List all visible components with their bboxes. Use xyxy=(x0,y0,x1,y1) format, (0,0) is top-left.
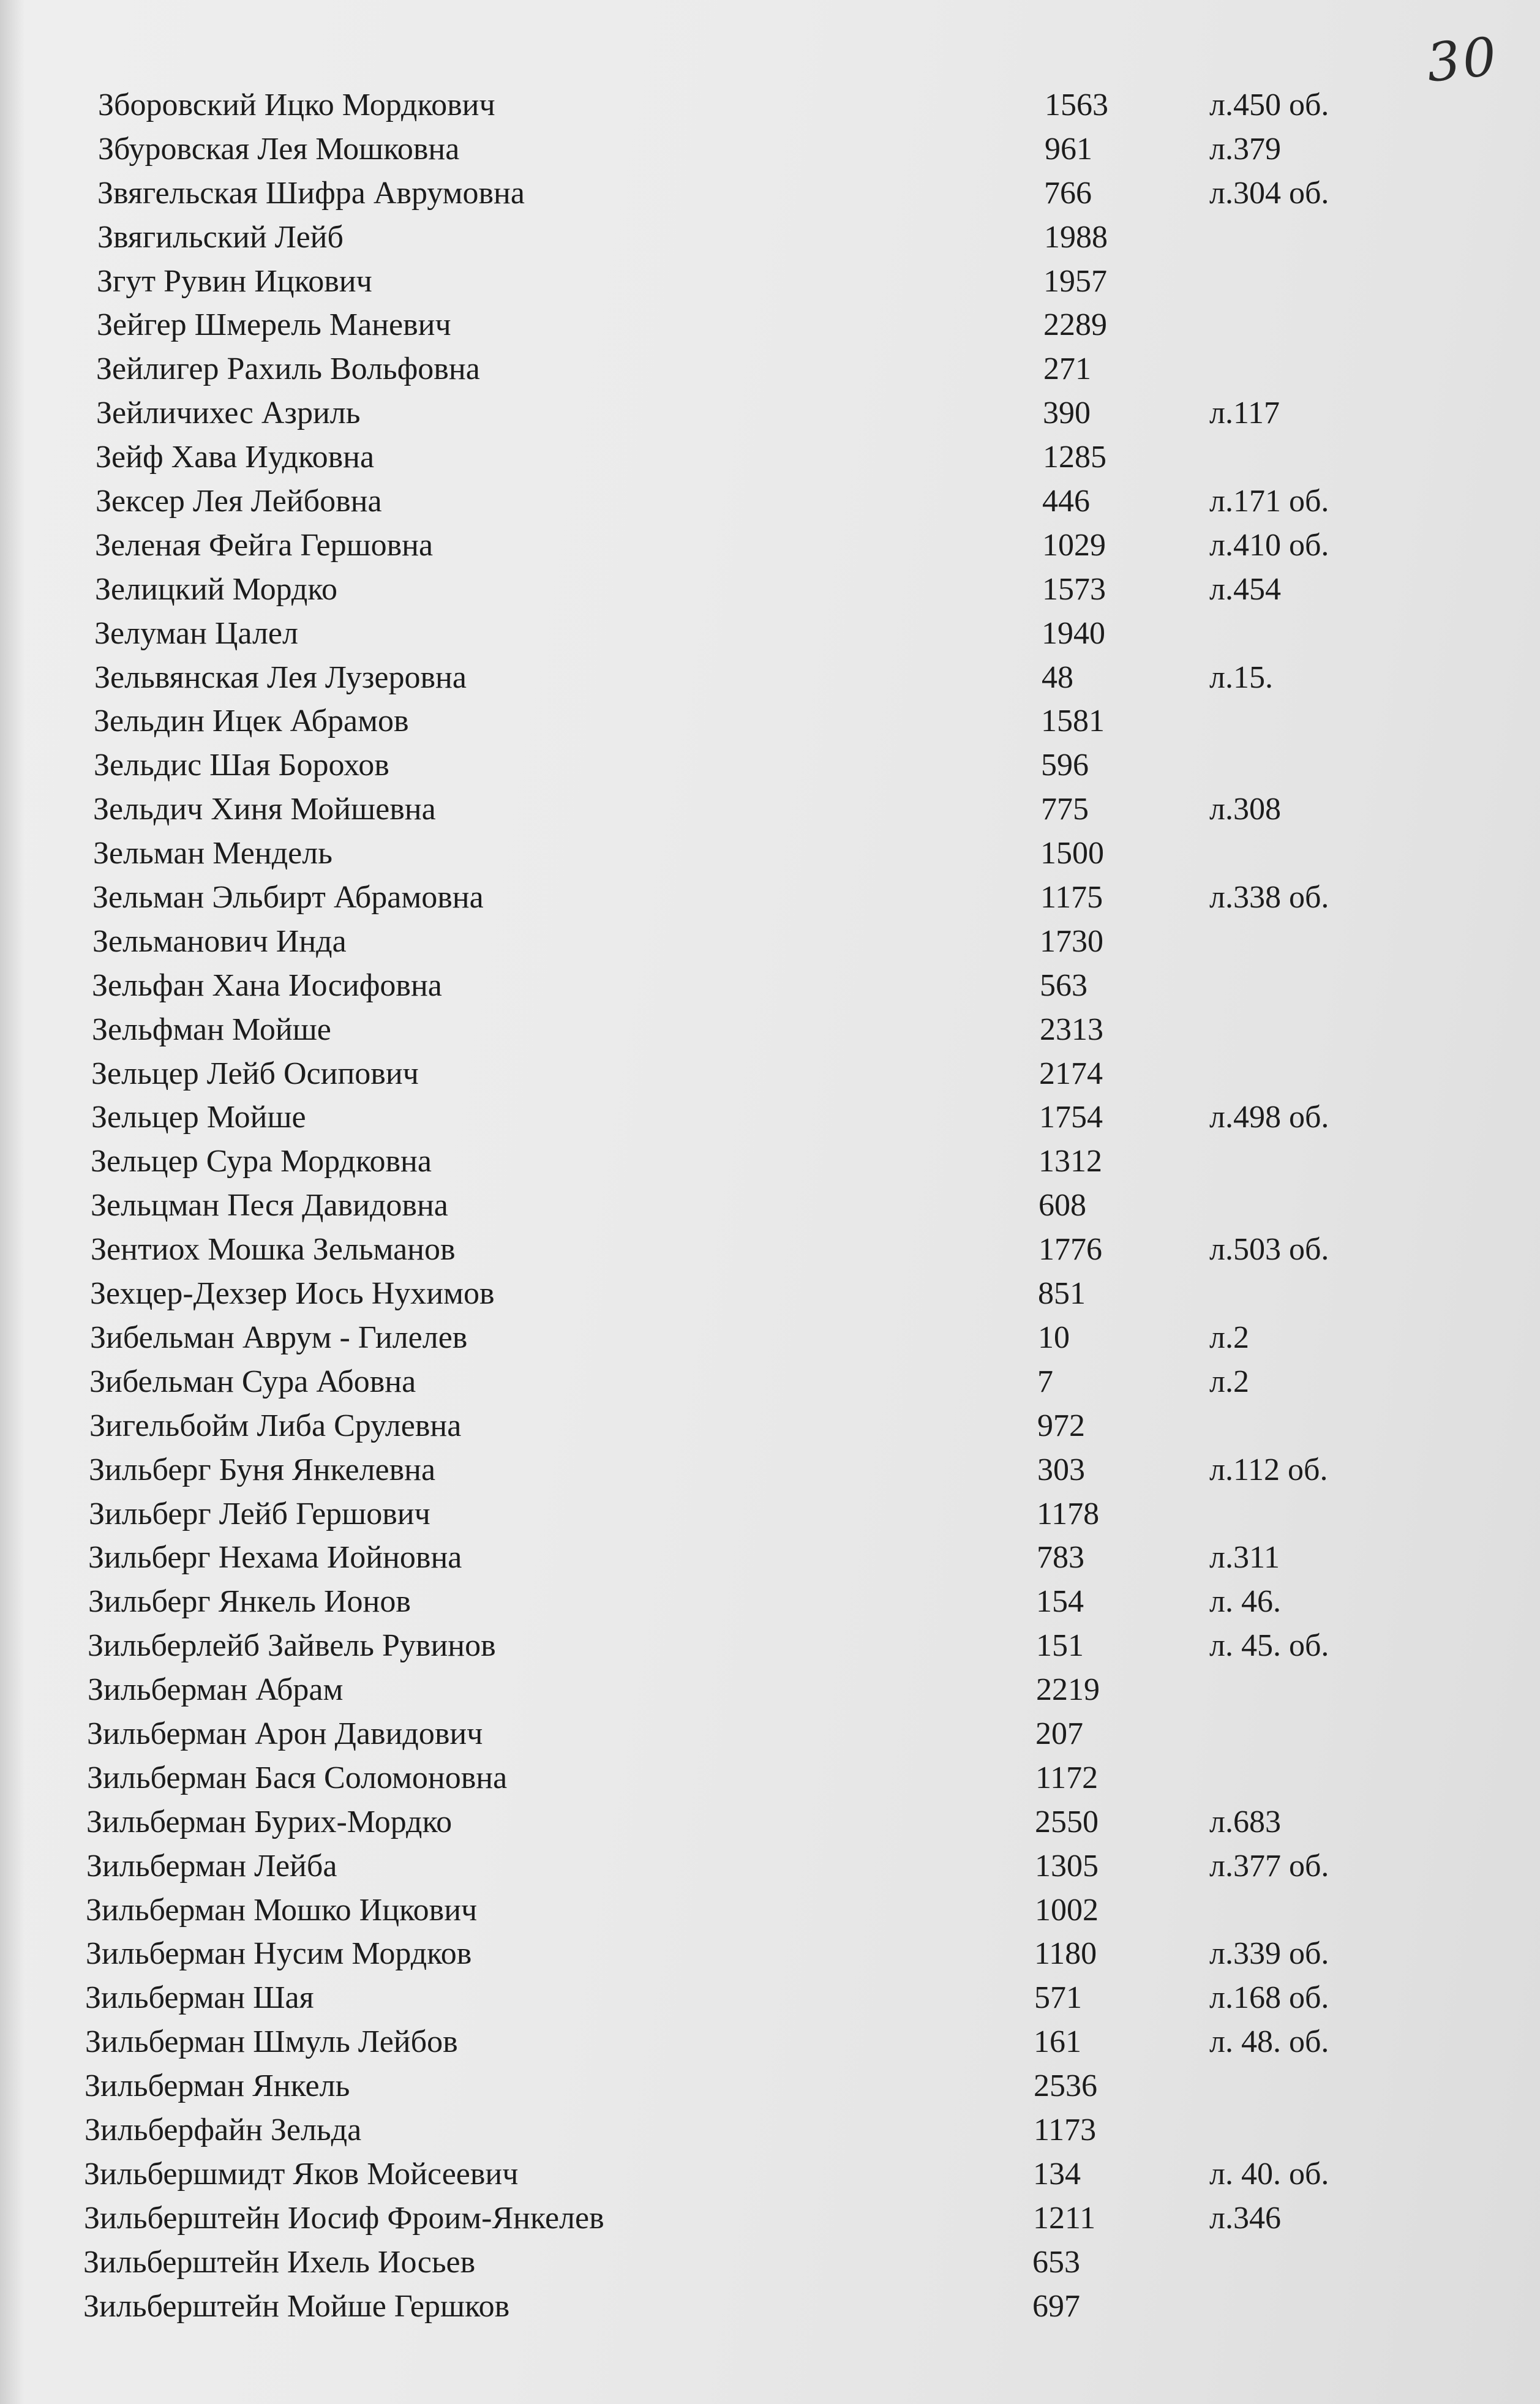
entry-number: 2313 xyxy=(1040,1012,1103,1047)
list-item xyxy=(0,612,1540,656)
list-item xyxy=(0,1888,1540,1933)
entry-sheet: л.503 об. xyxy=(1209,1232,1329,1268)
entry-name: Зельцер Лейб Осипович xyxy=(91,1056,419,1091)
entry-number: 2219 xyxy=(1036,1672,1100,1708)
entry-name: Зелицкий Мордко xyxy=(95,571,337,607)
list-item xyxy=(0,1976,1540,2020)
entry-name: Зельдин Ицек Абрамов xyxy=(94,704,409,739)
entry-sheet: л.308 xyxy=(1209,792,1281,827)
entry-number: 2174 xyxy=(1039,1056,1103,1091)
entry-sheet: л. 46. xyxy=(1209,1584,1281,1620)
list-item xyxy=(0,1668,1540,1712)
entry-number: 766 xyxy=(1044,175,1092,211)
entry-name: Згут Рувин Ицкович xyxy=(97,263,372,299)
list-item xyxy=(0,2285,1540,2329)
list-item xyxy=(0,1448,1540,1492)
entry-number: 1180 xyxy=(1034,1936,1097,1972)
list-item xyxy=(0,2241,1540,2285)
entry-name: Зильберман Бася Соломоновна xyxy=(87,1760,508,1795)
entry-name: Зильберфайн Зельда xyxy=(85,2112,362,2147)
list-item xyxy=(0,347,1540,391)
entry-sheet: л.168 об. xyxy=(1209,1980,1329,2016)
entry-name: Зильберман Лейба xyxy=(86,1848,337,1884)
entry-number: 1940 xyxy=(1042,615,1105,651)
entry-name: Зельман Мендель xyxy=(93,836,332,871)
list-item xyxy=(0,1756,1540,1800)
entry-number: 1173 xyxy=(1034,2112,1097,2147)
entry-number: 7 xyxy=(1037,1364,1053,1399)
list-item xyxy=(0,1536,1540,1580)
entry-name: Звягильский Лейб xyxy=(97,219,344,255)
entry-name: Зигельбойм Либа Срулевна xyxy=(89,1408,462,1443)
entry-name: Зехцер-Дехзер Иось Нухимов xyxy=(90,1276,495,1312)
entry-sheet: л.112 об. xyxy=(1209,1452,1328,1487)
list-item xyxy=(0,787,1540,832)
entry-sheet: л.377 об. xyxy=(1209,1848,1329,1884)
list-item xyxy=(0,743,1540,787)
list-item xyxy=(0,1008,1540,1052)
entry-name: Зельвянская Лея Лузеровна xyxy=(94,659,467,695)
entry-number: 1957 xyxy=(1043,263,1107,299)
entry-number: 1776 xyxy=(1039,1232,1102,1268)
entry-number: 1285 xyxy=(1043,440,1106,475)
list-item xyxy=(0,2020,1540,2064)
entry-name: Зильберлейб Зайвель Рувинов xyxy=(88,1628,496,1664)
entry-name: Зибельман Сура Абовна xyxy=(89,1364,416,1399)
entry-name: Звягельская Шифра Аврумовна xyxy=(97,175,525,211)
list-item xyxy=(0,2152,1540,2196)
list-item xyxy=(0,391,1540,435)
entry-sheet: л.171 об. xyxy=(1209,484,1329,519)
list-item xyxy=(0,524,1540,568)
entry-name: Зельдич Хиня Мойшевна xyxy=(93,792,436,827)
entry-number: 2289 xyxy=(1043,307,1107,343)
entry-number: 134 xyxy=(1033,2156,1081,2192)
entry-name: Зильберг Буня Янкелевна xyxy=(89,1452,436,1487)
list-item xyxy=(0,1228,1540,1272)
entry-number: 271 xyxy=(1043,351,1091,387)
entry-name: Зильберман Нусим Мордков xyxy=(86,1936,472,1972)
entry-sheet: л.450 об. xyxy=(1209,88,1329,122)
entry-name: Зильберштейн Ихель Иосьев xyxy=(83,2244,476,2280)
list-item xyxy=(0,1712,1540,1756)
page-number: 30 xyxy=(1424,26,1502,94)
entry-number: 48 xyxy=(1042,659,1073,695)
entry-number: 10 xyxy=(1038,1320,1070,1355)
entry-sheet: л.346 xyxy=(1209,2200,1281,2236)
list-item xyxy=(0,171,1540,216)
list-item xyxy=(0,303,1540,347)
entry-name: Зельдис Шая Борохов xyxy=(94,748,389,783)
entry-number: 1029 xyxy=(1042,527,1106,563)
entry-number: 1002 xyxy=(1035,1892,1099,1928)
entry-number: 1730 xyxy=(1040,923,1103,959)
list-item xyxy=(0,1052,1540,1096)
entry-sheet: л. 40. об. xyxy=(1209,2156,1329,2192)
list-item xyxy=(0,1404,1540,1448)
list-item xyxy=(0,2108,1540,2152)
entry-number: 1573 xyxy=(1042,571,1106,607)
entry-number: 2536 xyxy=(1034,2068,1097,2104)
list-item xyxy=(0,699,1540,743)
entry-name: Зельцман Песя Давидовна xyxy=(91,1188,448,1223)
list-item xyxy=(0,1272,1540,1316)
entry-number: 151 xyxy=(1036,1628,1084,1664)
list-item xyxy=(0,1316,1540,1360)
entry-name: Зеленая Фейга Гершовна xyxy=(95,527,434,563)
entry-name: Зейличихес Азриль xyxy=(96,396,361,431)
list-item xyxy=(0,876,1540,920)
list-item xyxy=(0,1580,1540,1624)
entry-name: Зельман Эльбирт Абрамовна xyxy=(92,880,484,915)
entry-number: 446 xyxy=(1042,484,1090,519)
entry-sheet: л.379 xyxy=(1209,131,1281,167)
entry-name: Зентиох Мошка Зельманов xyxy=(91,1232,456,1268)
list-item xyxy=(0,435,1540,479)
entry-number: 1211 xyxy=(1033,2200,1096,2236)
list-item xyxy=(0,83,1540,127)
entry-name: Зибельман Аврум - Гилелев xyxy=(90,1320,468,1355)
entry-sheet: л. 45. об. xyxy=(1209,1628,1329,1664)
entry-number: 596 xyxy=(1041,748,1089,783)
list-item xyxy=(0,1932,1540,1976)
entry-sheet: л.498 об. xyxy=(1209,1100,1329,1135)
entry-number: 653 xyxy=(1032,2244,1080,2280)
entry-number: 608 xyxy=(1039,1188,1086,1223)
entry-number: 1178 xyxy=(1037,1496,1100,1531)
entry-name: Зильберман Шая xyxy=(85,1980,314,2016)
entry-sheet: л.454 xyxy=(1209,571,1281,607)
entry-number: 154 xyxy=(1036,1584,1084,1620)
list-item xyxy=(0,479,1540,524)
entry-name: Зексер Лея Лейбовна xyxy=(96,484,382,519)
entry-number: 207 xyxy=(1035,1716,1083,1751)
entry-name: Зелуман Цалел xyxy=(94,615,298,651)
entry-number: 1305 xyxy=(1035,1848,1099,1884)
entry-number: 1988 xyxy=(1044,219,1108,255)
entry-name: Зильберман Абрам xyxy=(88,1672,344,1708)
entry-name: Зильберг Нехама Иойновна xyxy=(88,1540,462,1576)
index-list xyxy=(0,83,1540,2328)
entry-number: 1172 xyxy=(1035,1760,1099,1795)
list-item xyxy=(0,920,1540,964)
list-item xyxy=(0,1844,1540,1888)
entry-name: Збуровская Лея Мошковна xyxy=(98,131,460,167)
entry-number: 2550 xyxy=(1035,1804,1099,1839)
list-item xyxy=(0,1624,1540,1668)
entry-name: Зильберман Арон Давидович xyxy=(87,1716,483,1751)
entry-name: Зильберштейн Иосиф Фроим-Янкелев xyxy=(84,2200,604,2236)
entry-number: 961 xyxy=(1045,131,1092,167)
entry-name: Зейлигер Рахиль Вольфовна xyxy=(96,351,480,387)
entry-number: 303 xyxy=(1037,1452,1085,1487)
entry-number: 775 xyxy=(1041,792,1089,827)
entry-name: Зильберман Шмуль Лейбов xyxy=(85,2024,458,2060)
list-item xyxy=(0,2064,1540,2108)
entry-number: 390 xyxy=(1043,396,1091,431)
entry-number: 1312 xyxy=(1039,1144,1102,1179)
entry-sheet: л.339 об. xyxy=(1209,1936,1329,1972)
list-item xyxy=(0,127,1540,171)
list-item xyxy=(0,964,1540,1008)
entry-sheet: л.2 xyxy=(1209,1364,1249,1399)
entry-name: Зильберман Бурих-Мордко xyxy=(86,1804,453,1839)
entry-number: 571 xyxy=(1034,1980,1082,2016)
list-item xyxy=(0,1360,1540,1404)
list-item xyxy=(0,568,1540,612)
entry-number: 1500 xyxy=(1040,836,1104,871)
list-item xyxy=(0,260,1540,304)
list-item xyxy=(0,1140,1540,1184)
entry-name: Зильберман Мошко Ицкович xyxy=(86,1892,478,1928)
entry-number: 1563 xyxy=(1045,88,1108,122)
entry-sheet: л.311 xyxy=(1209,1540,1280,1576)
entry-sheet: л. 48. об. xyxy=(1209,2024,1329,2060)
entry-number: 972 xyxy=(1037,1408,1085,1443)
list-item xyxy=(0,2196,1540,2241)
entry-name: Зельманович Инда xyxy=(92,923,347,959)
entry-name: Зильберг Лейб Гершович xyxy=(89,1496,430,1531)
entry-sheet: л.683 xyxy=(1209,1804,1281,1839)
entry-name: Зельцер Мойше xyxy=(91,1100,306,1135)
entry-name: Зильберштейн Мойше Гершков xyxy=(83,2288,510,2324)
list-item xyxy=(0,1800,1540,1844)
entry-sheet: л.2 xyxy=(1209,1320,1249,1355)
list-item xyxy=(0,832,1540,876)
entry-name: Зейф Хава Иудковна xyxy=(96,440,375,475)
list-item xyxy=(0,1492,1540,1536)
entry-number: 1581 xyxy=(1041,704,1105,739)
list-item xyxy=(0,1095,1540,1140)
entry-name: Зильберман Янкель xyxy=(85,2068,350,2104)
entry-number: 851 xyxy=(1038,1276,1086,1312)
entry-number: 783 xyxy=(1037,1540,1084,1576)
entry-name: Зильбершмидт Яков Мойсеевич xyxy=(84,2156,519,2192)
entry-name: Зейгер Шмерель Маневич xyxy=(97,307,451,343)
entry-number: 161 xyxy=(1034,2024,1081,2060)
entry-sheet: л.410 об. xyxy=(1209,527,1329,563)
entry-number: 1754 xyxy=(1039,1100,1103,1135)
list-item xyxy=(0,216,1540,260)
entry-sheet: л.338 об. xyxy=(1209,880,1329,915)
entry-name: Зельцер Сура Мордковна xyxy=(91,1144,432,1179)
entry-name: Зельфман Мойше xyxy=(92,1012,331,1047)
entry-sheet: л.117 xyxy=(1209,396,1280,431)
entry-sheet: л.15. xyxy=(1209,659,1273,695)
entry-name: Зборовский Ицко Мордкович xyxy=(98,88,495,122)
entry-number: 697 xyxy=(1032,2288,1080,2324)
entry-sheet: л.304 об. xyxy=(1209,175,1329,211)
list-item xyxy=(0,656,1540,700)
entry-name: Зельфан Хана Иосифовна xyxy=(92,967,442,1003)
list-item xyxy=(0,1184,1540,1228)
entry-number: 563 xyxy=(1040,967,1087,1003)
entry-number: 1175 xyxy=(1040,880,1103,915)
entry-name: Зильберг Янкель Ионов xyxy=(88,1584,411,1620)
